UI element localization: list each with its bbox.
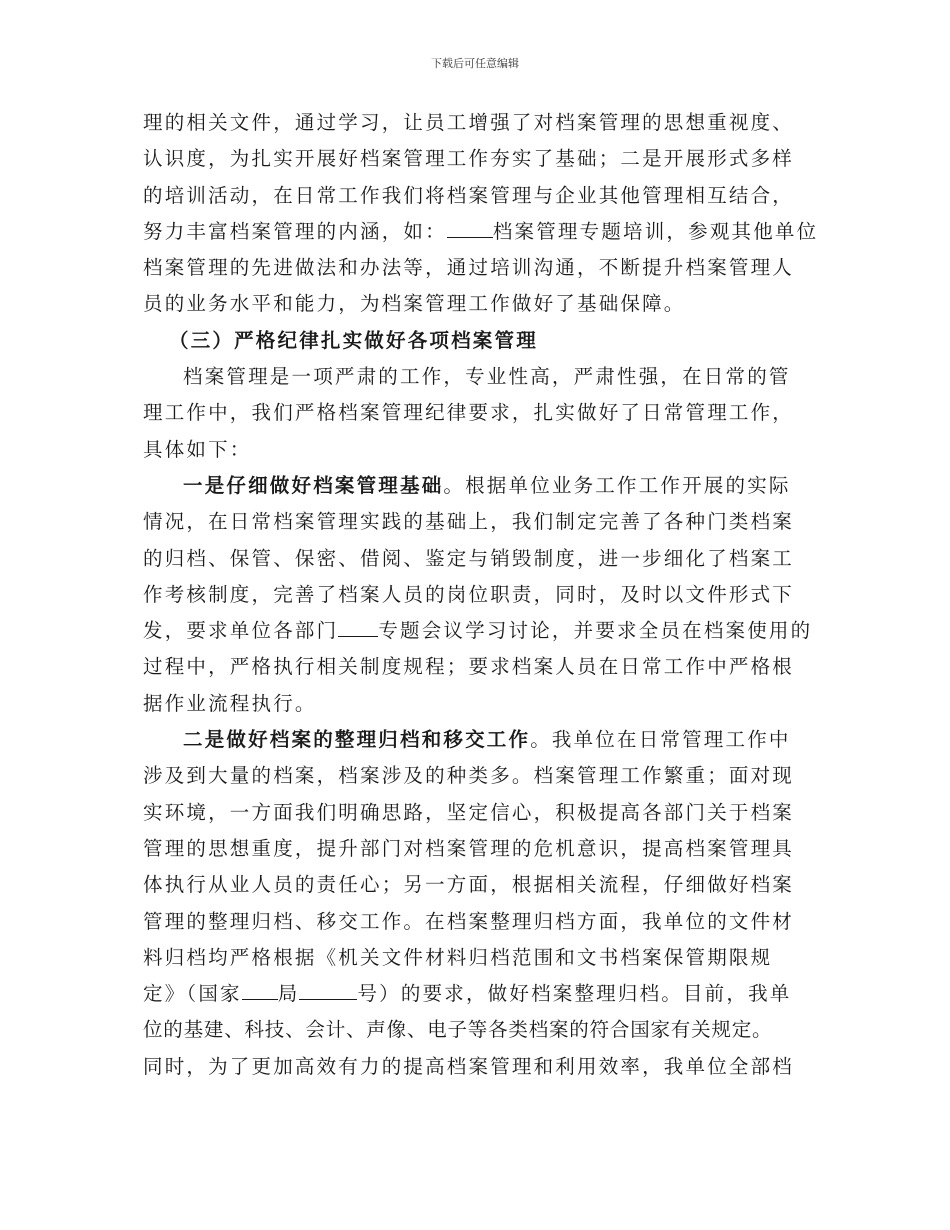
page-header-note: 下载后可任意编辑 bbox=[431, 57, 519, 70]
blank-underline bbox=[338, 618, 378, 637]
text-line: 理工作中，我们严格档案管理纪律要求，扎实做好了日常管理工作， bbox=[143, 401, 795, 425]
text-segment: 。我单位在日常管理工作中 bbox=[530, 728, 791, 752]
text-line bbox=[143, 613, 823, 649]
text-line bbox=[143, 214, 823, 250]
blank-underline bbox=[242, 981, 278, 1000]
text-line bbox=[143, 722, 823, 758]
text-line: 涉及到大量的档案，档案涉及的种类多。档案管理工作繁重；面对现 bbox=[143, 764, 795, 788]
text-segment: 定》（国家 bbox=[143, 982, 242, 1006]
text-line: 的归档、保管、保密、借阅、鉴定与销毁制度，进一步细化了档案工 bbox=[143, 546, 795, 570]
text-line: 料归档均严格根据《机关文件材料归档范围和文书档案保管期限规 bbox=[143, 945, 773, 969]
text-line: 体执行从业人员的责任心；另一方面，根据相关流程，仔细做好档案 bbox=[143, 873, 795, 897]
blank-underline bbox=[299, 981, 357, 1000]
bold-lead: 二是做好档案的整理归档和移交工作 bbox=[183, 728, 531, 752]
text-line: 作考核制度，完善了档案人员的岗位职责，同时，及时以文件形式下 bbox=[143, 582, 795, 606]
text-line: 管理的整理归档、移交工作。在档案整理归档方面，我单位的文件材 bbox=[143, 909, 795, 933]
text-line: 理的相关文件，通过学习，让员工增强了对档案管理的思想重视度、 bbox=[143, 111, 795, 134]
text-line: 的培训活动，在日常工作我们将档案管理与企业其他管理相互结合， bbox=[143, 183, 795, 207]
text-segment: 。根据单位业务工作工作开展的实际 bbox=[443, 473, 791, 497]
text-line: 位的基建、科技、会计、声像、电子等各类档案的符合国家有关规定。 bbox=[143, 1018, 773, 1042]
text-segment: 专题会议学习讨论，并要求全员在档案使用的 bbox=[378, 619, 813, 643]
text-segment: 档案管理专题培训，参观其他单位 bbox=[492, 219, 819, 243]
text-line bbox=[143, 976, 823, 1012]
document-body bbox=[143, 105, 823, 1085]
text-line: 认识度，为扎实开展好档案管理工作夯实了基础；二是开展形式多样 bbox=[143, 147, 795, 171]
text-segment: 号）的要求，做好档案整理归档。目前，我单 bbox=[357, 982, 792, 1006]
text-segment: 努力丰富档案管理的内涵，如： bbox=[143, 219, 447, 243]
text-line: 管理的思想重度，提升部门对档案管理的危机意识，提高档案管理具 bbox=[143, 836, 795, 860]
text-line: 具体如下： bbox=[143, 437, 252, 461]
bold-lead: 一是仔细做好档案管理基础 bbox=[183, 473, 444, 497]
blank-underline bbox=[447, 219, 493, 238]
text-line: 档案管理的先进做法和办法等，通过培训沟通，不断提升档案管理人 bbox=[143, 256, 795, 280]
text-line: 过程中，严格执行相关制度规程；要求档案人员在日常工作中严格根 bbox=[143, 655, 795, 679]
text-line: 实环境，一方面我们明确思路，坚定信心，积极提高各部门关于档案 bbox=[143, 800, 795, 824]
text-line: 员的业务水平和能力，为档案管理工作做好了基础保障。 bbox=[143, 292, 686, 316]
text-line: 同时，为了更加高效有力的提高档案管理和利用效率，我单位全部档 bbox=[143, 1054, 795, 1078]
text-line: 据作业流程执行。 bbox=[143, 691, 317, 715]
text-segment: 发，要求单位各部门 bbox=[143, 619, 339, 643]
text-line: 情况，在日常档案管理实践的基础上，我们制定完善了各种门类档案 bbox=[143, 510, 795, 534]
text-line: 档案管理是一项严肃的工作，专业性高，严肃性强，在日常的管 bbox=[183, 365, 791, 389]
text-line bbox=[143, 468, 823, 504]
text-segment: 局 bbox=[277, 982, 300, 1006]
section-heading: （三）严格纪律扎实做好各项档案管理 bbox=[169, 328, 538, 352]
